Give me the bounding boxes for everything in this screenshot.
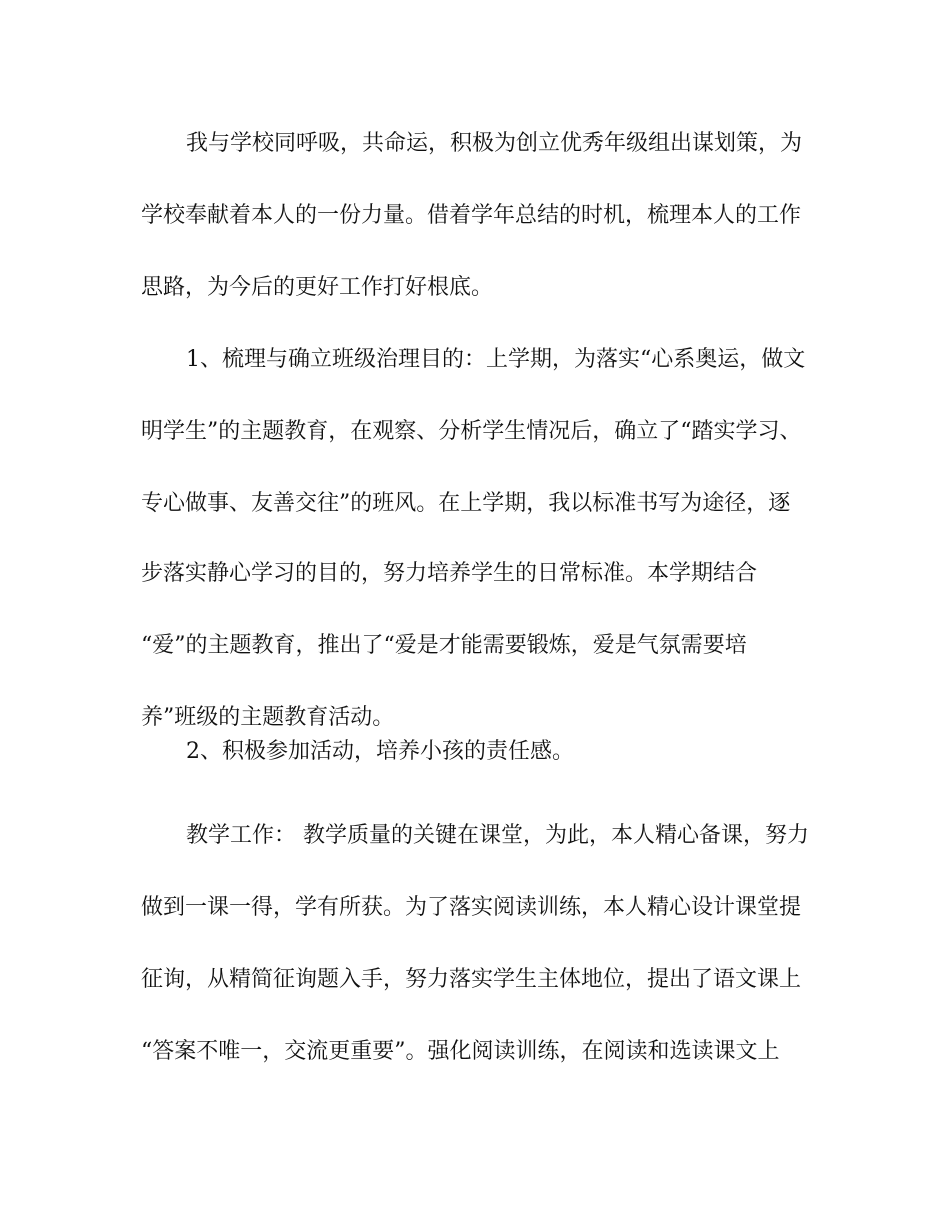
paragraph-line: 学校奉献着本人的一份力量。借着学年总结的时机，梳理本人的工作 [141,203,802,228]
paragraph-line: “答案不唯一，交流更重要”。强化阅读训练，在阅读和选读课文上 [141,1039,780,1064]
paragraph-line: 步落实静心学习的目的，努力培养学生的日常标准。本学期结合 [141,561,758,586]
paragraph-line: 我与学校同呼吸，共命运，积极为创立优秀年级组出谋划策，为 [186,131,803,156]
paragraph-line: “爱”的主题教育，推出了“爱是才能需要锻炼，爱是气氛需要培 [141,633,747,658]
paragraph-line: 2、积极参加活动，培养小孩的责任感。 [186,739,574,764]
paragraph-line: 专心做事、友善交往”的班风。在上学期，我以标准书写为途径，逐 [141,491,791,516]
paragraph-line: 养”班级的主题教育活动。 [141,705,395,730]
paragraph-line: 教学工作： 教学质量的关键在课堂，为此，本人精心备课，努力 [186,823,809,848]
paragraph-line: 明学生”的主题教育，在观察、分析学生情况后，确立了“踏实学习、 [141,419,802,444]
paragraph-line: 做到一课一得，学有所获。为了落实阅读训练，本人精心设计课堂提 [141,895,802,920]
paragraph-line: 征询，从精简征询题入手，努力落实学生主体地位，提出了语文课上 [141,967,802,992]
paragraph-line: 1、梳理与确立班级治理目的：上学期，为落实“心系奥运，做文 [186,347,806,372]
paragraph-line: 思路，为今后的更好工作打好根底。 [141,275,494,300]
